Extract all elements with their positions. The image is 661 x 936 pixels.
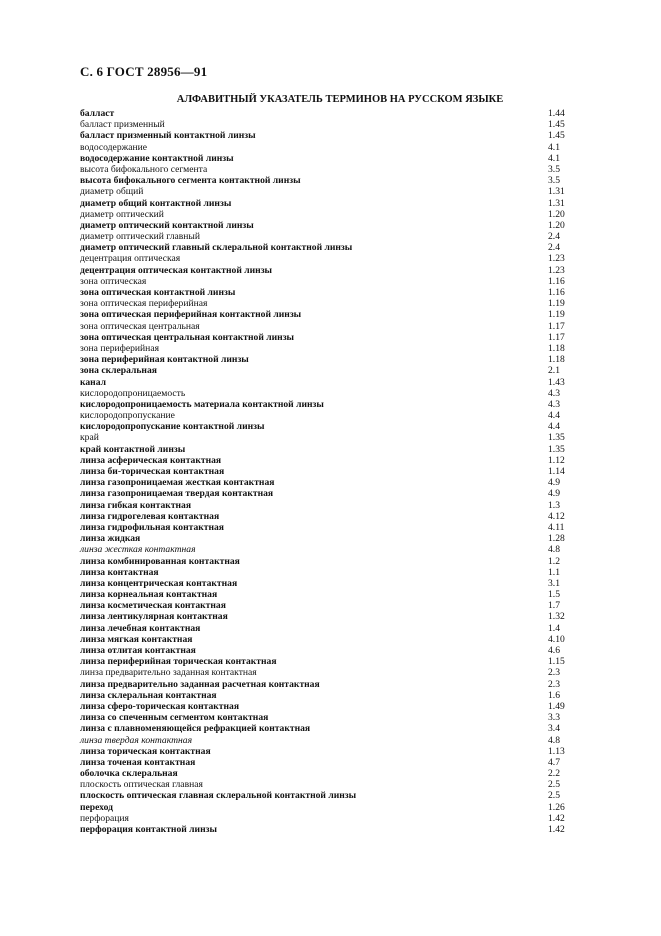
- index-reference: 1.20: [548, 219, 565, 231]
- index-entry: [80, 321, 600, 332]
- index-reference: 4.10: [548, 633, 565, 645]
- index-entry: [80, 589, 600, 600]
- index-reference: 1.19: [548, 309, 565, 321]
- index-entry: [80, 365, 600, 376]
- index-term: диаметр оптический главный: [80, 231, 201, 243]
- index-reference: 1.35: [548, 432, 565, 444]
- index-term: балласт призменный контактной линзы: [80, 130, 256, 142]
- index-reference: 1.44: [548, 108, 565, 119]
- index-entry: [80, 175, 600, 186]
- index-term: линза торическая контактная: [80, 745, 211, 757]
- index-reference: 1.17: [548, 331, 565, 343]
- index-reference: 4.8: [548, 544, 560, 556]
- index-term: зона оптическая периферийная: [80, 298, 208, 310]
- index-entry: [80, 824, 600, 835]
- index-entry: [80, 209, 600, 220]
- index-reference: 1.49: [548, 700, 565, 712]
- index-entry: [80, 108, 600, 119]
- index-term: линза предварительно заданная расчетная контактная: [80, 678, 320, 690]
- index-entry: [80, 511, 600, 522]
- index-reference: 1.5: [548, 589, 560, 601]
- index-reference: 2.4: [548, 231, 560, 243]
- index-reference: 1.42: [548, 812, 565, 824]
- index-reference: 2.5: [548, 779, 560, 791]
- index-reference: 1.7: [548, 600, 560, 612]
- index-entry: [80, 600, 600, 611]
- index-reference: 1.3: [548, 499, 560, 511]
- index-entry: [80, 399, 600, 410]
- index-reference: 4.12: [548, 510, 565, 522]
- index-reference: 1.23: [548, 264, 565, 276]
- index-reference: 1.19: [548, 298, 565, 310]
- index-term: линза периферийная торическая контактная: [80, 656, 277, 668]
- index-reference: 1.31: [548, 186, 565, 198]
- index-reference: 4.9: [548, 477, 560, 489]
- index-term: линза концентрическая контактная: [80, 577, 238, 589]
- index-term: кислородопроницаемость: [80, 387, 186, 399]
- index-term: линза корнеальная контактная: [80, 589, 218, 601]
- index-term: зона оптическая периферийная контактной линзы: [80, 309, 302, 321]
- index-term: линза склеральная контактная: [80, 689, 217, 701]
- index-term: диаметр оптический: [80, 208, 164, 220]
- index-reference: 1.17: [548, 320, 565, 332]
- index-list: [80, 108, 600, 835]
- index-term: зона периферийная: [80, 342, 159, 354]
- index-reference: 1.12: [548, 454, 565, 466]
- index-term: линза лечебная контактная: [80, 622, 201, 634]
- index-term: перфорация контактной линзы: [80, 824, 217, 835]
- index-reference: 1.20: [548, 208, 565, 220]
- index-reference: 2.4: [548, 242, 560, 254]
- index-reference: 1.31: [548, 197, 565, 209]
- index-entry: [80, 309, 600, 320]
- index-entry: [80, 488, 600, 499]
- index-term: линза контактная: [80, 566, 159, 578]
- index-entry: [80, 623, 600, 634]
- index-term: линза лентикулярная контактная: [80, 611, 228, 623]
- index-reference: 4.3: [548, 398, 560, 410]
- index-reference: 4.7: [548, 756, 560, 768]
- index-term: децентрация оптическая контактной линзы: [80, 264, 273, 276]
- index-entry: [80, 287, 600, 298]
- index-entry: [80, 656, 600, 667]
- index-entry: [80, 712, 600, 723]
- index-reference: 4.9: [548, 488, 560, 500]
- index-reference: 4.1: [548, 152, 560, 164]
- index-entry: [80, 466, 600, 477]
- index-term: линза косметическая контактная: [80, 600, 226, 612]
- index-term: линза газопроницаемая твердая контактная: [80, 488, 274, 500]
- index-entry: [80, 242, 600, 253]
- index-reference: 1.16: [548, 275, 565, 287]
- index-term: зона периферийная контактной линзы: [80, 354, 249, 366]
- index-entry: [80, 164, 600, 175]
- index-reference: 2.3: [548, 678, 560, 690]
- index-term: зона склеральная: [80, 365, 157, 377]
- index-entry: [80, 567, 600, 578]
- index-reference: 3.5: [548, 163, 560, 175]
- index-entry: [80, 500, 600, 511]
- index-entry: [80, 477, 600, 488]
- index-term: децентрация оптическая: [80, 253, 181, 265]
- index-term: кислородопропускание контактной линзы: [80, 421, 265, 433]
- index-term: линза комбинированная контактная: [80, 555, 240, 567]
- index-term: балласт: [80, 108, 115, 119]
- index-term: плоскость оптическая главная склеральной контактной линзы: [80, 790, 357, 802]
- index-entry: [80, 410, 600, 421]
- index-entry: [80, 343, 600, 354]
- index-reference: 1.14: [548, 466, 565, 477]
- index-entry: [80, 611, 600, 622]
- index-entry: [80, 779, 600, 790]
- index-entry: [80, 735, 600, 746]
- index-entry: [80, 746, 600, 757]
- index-reference: 1.2: [548, 555, 560, 567]
- index-term: линза отлитая контактная: [80, 645, 196, 656]
- index-title: АЛФАВИТНЫЙ УКАЗАТЕЛЬ ТЕРМИНОВ НА РУССКОМ ЯЗЫКЕ: [176, 94, 504, 105]
- index-term: плоскость оптическая главная: [80, 779, 203, 791]
- index-entry: [80, 142, 600, 153]
- index-entry: [80, 679, 600, 690]
- index-entry: [80, 421, 600, 432]
- index-term: высота бифокального сегмента контактной линзы: [80, 175, 301, 187]
- index-entry: [80, 220, 600, 231]
- index-term: канал: [80, 376, 106, 388]
- index-reference: 4.11: [548, 521, 565, 533]
- index-entry: [80, 198, 600, 209]
- index-reference: 1.32: [548, 611, 565, 623]
- index-term: зона оптическая центральная контактной линзы: [80, 331, 295, 343]
- index-reference: 2.2: [548, 768, 560, 780]
- index-reference: 1.6: [548, 689, 560, 701]
- index-entry: [80, 578, 600, 589]
- index-entry: [80, 757, 600, 768]
- index-reference: 2.3: [548, 667, 560, 679]
- index-term: высота бифокального сегмента: [80, 163, 208, 175]
- index-reference: 1.18: [548, 342, 565, 354]
- index-term: линза гибкая контактная: [80, 499, 192, 511]
- index-term: линза газопроницаемая жесткая контактная: [80, 477, 275, 489]
- index-term: край: [80, 432, 99, 444]
- index-term: линза гидрогелевая контактная: [80, 510, 220, 522]
- index-reference: 1.16: [548, 287, 565, 298]
- index-reference: 4.6: [548, 645, 560, 656]
- index-entry: [80, 645, 600, 656]
- index-reference: 1.26: [548, 801, 565, 813]
- index-entry: [80, 231, 600, 242]
- index-entry: [80, 265, 600, 276]
- page-header: С. 6 ГОСТ 28956—91: [80, 64, 208, 79]
- index-reference: 1.28: [548, 533, 565, 545]
- index-entry: [80, 690, 600, 701]
- index-reference: 4.1: [548, 141, 560, 153]
- index-entry: [80, 701, 600, 712]
- index-entry: [80, 253, 600, 264]
- index-entry: [80, 813, 600, 824]
- index-entry: [80, 153, 600, 164]
- index-term: линза с плавноменяющейся рефракцией контактная: [80, 723, 311, 735]
- index-term: линза со спеченным сегментом контактная: [80, 712, 269, 724]
- index-reference: 1.43: [548, 376, 565, 388]
- index-reference: 1.45: [548, 130, 565, 142]
- index-entry: [80, 130, 600, 141]
- index-entry: [80, 556, 600, 567]
- index-reference: 1.1: [548, 566, 560, 578]
- index-term: зона оптическая контактной линзы: [80, 287, 236, 298]
- index-reference: 1.18: [548, 354, 565, 366]
- index-reference: 1.45: [548, 119, 565, 131]
- index-reference: 4.4: [548, 410, 560, 422]
- index-reference: 2.5: [548, 790, 560, 802]
- index-reference: 1.35: [548, 443, 565, 455]
- index-term: водосодержание: [80, 141, 148, 153]
- index-reference: 1.15: [548, 656, 565, 668]
- index-entry: [80, 354, 600, 365]
- index-term: кислородопропускание: [80, 410, 175, 422]
- index-entry: [80, 768, 600, 779]
- index-term: диаметр оптический главный склеральной контактной линзы: [80, 242, 353, 254]
- index-reference: 3.5: [548, 175, 560, 187]
- index-entry: [80, 790, 600, 801]
- index-reference: 4.4: [548, 421, 560, 433]
- index-entry: [80, 667, 600, 678]
- index-entry: [80, 388, 600, 399]
- index-term: диаметр оптический контактной линзы: [80, 219, 254, 231]
- index-entry: [80, 332, 600, 343]
- index-entry: [80, 432, 600, 443]
- index-reference: 1.42: [548, 824, 565, 835]
- index-term: водосодержание контактной линзы: [80, 152, 234, 164]
- index-term: линза сферо-торическая контактная: [80, 700, 240, 712]
- index-entry: [80, 444, 600, 455]
- index-entry: [80, 276, 600, 287]
- index-entry: [80, 377, 600, 388]
- index-entry: [80, 298, 600, 309]
- index-entry: [80, 723, 600, 734]
- index-reference: 3.1: [548, 577, 560, 589]
- index-term: линза точеная контактная: [80, 756, 196, 768]
- index-entry: [80, 455, 600, 466]
- index-term: диаметр общий: [80, 186, 144, 198]
- index-term: балласт призменный: [80, 119, 165, 131]
- index-reference: 3.3: [548, 712, 560, 724]
- index-term: линза асферическая контактная: [80, 454, 222, 466]
- index-term: линза предварительно заданная контактная: [80, 667, 257, 679]
- index-reference: 1.13: [548, 745, 565, 757]
- index-term: линза би-торическая контактная: [80, 466, 225, 477]
- index-term: кислородопроницаемость материала контактной линзы: [80, 398, 324, 410]
- index-entry: [80, 119, 600, 130]
- index-entry: [80, 802, 600, 813]
- index-term: зона оптическая центральная: [80, 320, 200, 332]
- index-term: перфорация: [80, 812, 129, 824]
- index-term: линза гидрофильная контактная: [80, 521, 224, 533]
- index-entry: [80, 186, 600, 197]
- index-entry: [80, 544, 600, 555]
- index-term: линза мягкая контактная: [80, 633, 193, 645]
- index-term: линза твердая контактная: [80, 734, 193, 746]
- index-term: край контактной линзы: [80, 443, 186, 455]
- index-entry: [80, 533, 600, 544]
- index-reference: 3.4: [548, 723, 560, 735]
- index-reference: 1.4: [548, 622, 560, 634]
- index-term: линза жидкая: [80, 533, 141, 545]
- index-term: переход: [80, 801, 113, 813]
- index-entry: [80, 522, 600, 533]
- index-term: оболочка склеральная: [80, 768, 178, 780]
- index-term: диаметр общий контактной линзы: [80, 197, 232, 209]
- index-entry: [80, 634, 600, 645]
- index-reference: 4.8: [548, 734, 560, 746]
- index-term: зона оптическая: [80, 275, 147, 287]
- index-reference: 1.23: [548, 253, 565, 265]
- index-term: линза жесткая контактная: [80, 544, 196, 556]
- index-reference: 2.1: [548, 365, 560, 377]
- index-reference: 4.3: [548, 387, 560, 399]
